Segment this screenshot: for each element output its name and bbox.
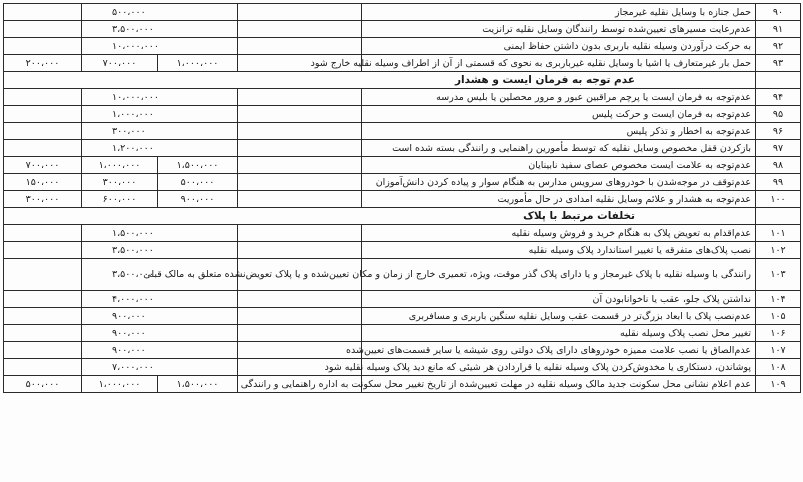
violation-row xyxy=(4,55,801,72)
violation-row xyxy=(4,123,801,140)
empty-amount-cell xyxy=(238,21,362,38)
fine-amount: ۱۵۰،۰۰۰ xyxy=(4,174,82,191)
violation-row xyxy=(4,308,801,325)
violation-number: ۱۰۹ xyxy=(756,376,801,393)
violation-number: ۹۶ xyxy=(756,123,801,140)
violation-description: عدم‌اقدام به تعویض پلاک به هنگام خرید و فروش وسیله نقلیه xyxy=(362,225,756,242)
empty-amount-cell xyxy=(238,225,362,242)
empty-amount-cell xyxy=(4,242,82,259)
empty-amount-cell xyxy=(4,140,82,157)
empty-amount-cell xyxy=(238,123,362,140)
section-number-cell xyxy=(756,208,801,225)
fine-amount: ۶۰۰،۰۰۰ xyxy=(82,191,158,208)
empty-amount-cell xyxy=(4,38,82,55)
fine-amount: ۱،۰۰۰،۰۰۰ xyxy=(82,157,158,174)
fine-amount: ۹۰۰،۰۰۰ xyxy=(158,191,238,208)
fine-amount: ۷۰۰،۰۰۰ xyxy=(82,55,158,72)
fine-amount: ۵۰۰،۰۰۰ xyxy=(82,4,238,21)
empty-amount-cell xyxy=(238,291,362,308)
violation-row xyxy=(4,106,801,123)
violation-number: ۱۰۲ xyxy=(756,242,801,259)
violation-number: ۹۳ xyxy=(756,55,801,72)
violation-number: ۹۵ xyxy=(756,106,801,123)
section-number-cell xyxy=(756,72,801,89)
violation-number: ۱۰۱ xyxy=(756,225,801,242)
violation-description: عدم‌توجه به علامت ایست مخصوص عصای سفید نابینایان xyxy=(362,157,756,174)
violation-description: بازکردن قفل مخصوص وسایل نقلیه که توسط مأمورین راهنمایی و رانندگی بسته شده است xyxy=(362,140,756,157)
section-header-row xyxy=(4,72,801,89)
empty-amount-cell xyxy=(4,123,82,140)
fine-amount: ۱،۲۰۰،۰۰۰ xyxy=(82,140,238,157)
violation-description: عدم‌توجه به اخطار و تذکر پلیس xyxy=(362,123,756,140)
violation-number: ۱۰۶ xyxy=(756,325,801,342)
fine-amount: ۳۰۰،۰۰۰ xyxy=(82,123,238,140)
violation-row xyxy=(4,359,801,376)
fine-amount: ۱،۵۰۰،۰۰۰ xyxy=(158,376,238,393)
violation-description: پوشاندن، دستکاری یا مخدوش‌کردن پلاک وسیله نقلیه یا قراردادن هر شیئی که مانع دید پلاک وسیله نقلیه شود xyxy=(362,359,756,376)
violation-description: عدم‌توجه به فرمان ایست و حرکت پلیس xyxy=(362,106,756,123)
fine-amount: ۳۰۰،۰۰۰ xyxy=(4,191,82,208)
empty-amount-cell xyxy=(238,308,362,325)
empty-amount-cell xyxy=(238,242,362,259)
empty-amount-cell xyxy=(4,21,82,38)
violation-row xyxy=(4,325,801,342)
violation-description: تغییر محل نصب پلاک وسیله نقلیه xyxy=(362,325,756,342)
violation-description: عدم‌توجه به فرمان ایست یا پرچم مراقبین عبور و مرور محصلین یا بلیس مدرسه xyxy=(362,89,756,106)
empty-amount-cell xyxy=(4,89,82,106)
fine-amount: ۳،۵۰۰،۰۰۰ xyxy=(82,259,238,291)
empty-amount-cell xyxy=(238,140,362,157)
section-title: تخلفات مرتبط با پلاک xyxy=(4,208,756,225)
empty-amount-cell xyxy=(4,225,82,242)
fine-amount: ۱،۰۰۰،۰۰۰ xyxy=(82,106,238,123)
fine-amount: ۳،۵۰۰،۰۰۰ xyxy=(82,21,238,38)
violation-row xyxy=(4,342,801,359)
fine-amount: ۷۰۰،۰۰۰ xyxy=(4,157,82,174)
violation-number: ۹۴ xyxy=(756,89,801,106)
violation-description: حمل جنازه با وسایل نقلیه غیرمجاز xyxy=(362,4,756,21)
violation-description: نصب پلاک‌های متفرقه یا تغییر استاندارد پلاک وسیله نقلیه xyxy=(362,242,756,259)
fines-table-body xyxy=(4,4,801,393)
empty-amount-cell xyxy=(238,157,362,174)
empty-amount-cell xyxy=(238,342,362,359)
fine-amount: ۱،۰۰۰،۰۰۰ xyxy=(82,376,158,393)
section-title: عدم توجه به فرمان ایست و هشدار xyxy=(4,72,756,89)
empty-amount-cell xyxy=(238,174,362,191)
fine-amount: ۱،۰۰۰،۰۰۰ xyxy=(158,55,238,72)
fines-table xyxy=(3,3,801,393)
fine-amount: ۱۰،۰۰۰،۰۰۰ xyxy=(82,89,238,106)
violation-row xyxy=(4,259,801,291)
empty-amount-cell xyxy=(238,106,362,123)
fine-amount: ۹۰۰،۰۰۰ xyxy=(82,342,238,359)
violation-row xyxy=(4,4,801,21)
empty-amount-cell xyxy=(4,359,82,376)
section-header-row xyxy=(4,208,801,225)
violation-row xyxy=(4,157,801,174)
violation-number: ۹۲ xyxy=(756,38,801,55)
violation-row xyxy=(4,21,801,38)
empty-amount-cell xyxy=(4,4,82,21)
violation-row xyxy=(4,89,801,106)
empty-amount-cell xyxy=(4,342,82,359)
fine-amount: ۱۰،۰۰۰،۰۰۰ xyxy=(82,38,238,55)
violation-row xyxy=(4,38,801,55)
violation-description: عدم‌رعایت مسیرهای تعیین‌شده توسط رانندگان وسایل نقلیه ترانزیت xyxy=(362,21,756,38)
empty-amount-cell xyxy=(238,191,362,208)
empty-amount-cell xyxy=(4,291,82,308)
fine-amount: ۱،۵۰۰،۰۰۰ xyxy=(158,157,238,174)
empty-amount-cell xyxy=(4,325,82,342)
violation-number: ۱۰۸ xyxy=(756,359,801,376)
violation-description: به حرکت درآوردن وسیله نقلیه باربری بدون داشتن حفاظ ایمنی xyxy=(362,38,756,55)
violation-number: ۹۹ xyxy=(756,174,801,191)
empty-amount-cell xyxy=(4,308,82,325)
violation-number: ۹۰ xyxy=(756,4,801,21)
fine-amount: ۲۰۰،۰۰۰ xyxy=(4,55,82,72)
fine-amount: ۴،۰۰۰،۰۰۰ xyxy=(82,291,238,308)
empty-amount-cell xyxy=(4,106,82,123)
fine-amount: ۱،۵۰۰،۰۰۰ xyxy=(82,225,238,242)
violation-description: عدم‌نصب پلاک با ابعاد بزرگ‌تر در قسمت عقب وسایل نقلیه سنگین باربری و مسافربری xyxy=(362,308,756,325)
violation-number: ۹۷ xyxy=(756,140,801,157)
empty-amount-cell xyxy=(4,259,82,291)
violation-row xyxy=(4,191,801,208)
violation-row xyxy=(4,225,801,242)
violation-row xyxy=(4,174,801,191)
violation-number: ۱۰۵ xyxy=(756,308,801,325)
violation-row xyxy=(4,242,801,259)
empty-amount-cell xyxy=(238,38,362,55)
violation-description: نداشتن پلاک جلو، عقب یا ناخوانابودن آن xyxy=(362,291,756,308)
empty-amount-cell xyxy=(238,4,362,21)
violation-description: عدم‌الصاق یا نصب علامت ممیزه خودروهای دارای پلاک دولتی روی شیشه یا سایر قسمت‌های تعیین‌شده xyxy=(362,342,756,359)
violation-description: حمل بار غیرمتعارف یا اشیا با وسایل نقلیه غیرباربری به نحوی که قسمتی از آن از اطراف وسیله نقلیه خارج شود xyxy=(362,55,756,72)
violation-description: عدم‌توقف در موجه‌شدن با خودروهای سرویس مدارس به هنگام سوار و پیاده کردن دانش‌آموزان xyxy=(362,174,756,191)
fine-amount: ۹۰۰،۰۰۰ xyxy=(82,308,238,325)
violation-description: عدم اعلام نشانی محل سکونت جدید مالک وسیله نقلیه در مهلت تعیین‌شده از تاریخ تغییر محل سکونت به اداره راهنمایی و رانندگی xyxy=(362,376,756,393)
fine-amount: ۷،۰۰۰،۰۰۰ xyxy=(82,359,238,376)
fine-amount: ۹۰۰،۰۰۰ xyxy=(82,325,238,342)
fine-amount: ۵۰۰،۰۰۰ xyxy=(158,174,238,191)
violation-row xyxy=(4,140,801,157)
violation-number: ۱۰۴ xyxy=(756,291,801,308)
violation-number: ۹۸ xyxy=(756,157,801,174)
fine-amount: ۳،۵۰۰،۰۰۰ xyxy=(82,242,238,259)
empty-amount-cell xyxy=(238,325,362,342)
fine-amount: ۳۰۰،۰۰۰ xyxy=(82,174,158,191)
violation-number: ۱۰۷ xyxy=(756,342,801,359)
violation-number: ۹۱ xyxy=(756,21,801,38)
violation-row xyxy=(4,376,801,393)
violation-number: ۱۰۰ xyxy=(756,191,801,208)
violation-row xyxy=(4,291,801,308)
violation-number: ۱۰۳ xyxy=(756,259,801,291)
empty-amount-cell xyxy=(238,89,362,106)
violation-description: عدم‌توجه به هشدار و علائم وسایل نقلیه امدادی در حال مأموریت xyxy=(362,191,756,208)
fine-amount: ۵۰۰،۰۰۰ xyxy=(4,376,82,393)
violation-description: رانندگی با وسیله نقلیه با پلاک غیرمجاز و یا دارای پلاک گذر موقت، ویژه، تعمیری خارج از زمان و مکان تعیین‌شده و یا پلاک تعویض‌نشده متعلق به مالک قبلی xyxy=(362,259,756,291)
